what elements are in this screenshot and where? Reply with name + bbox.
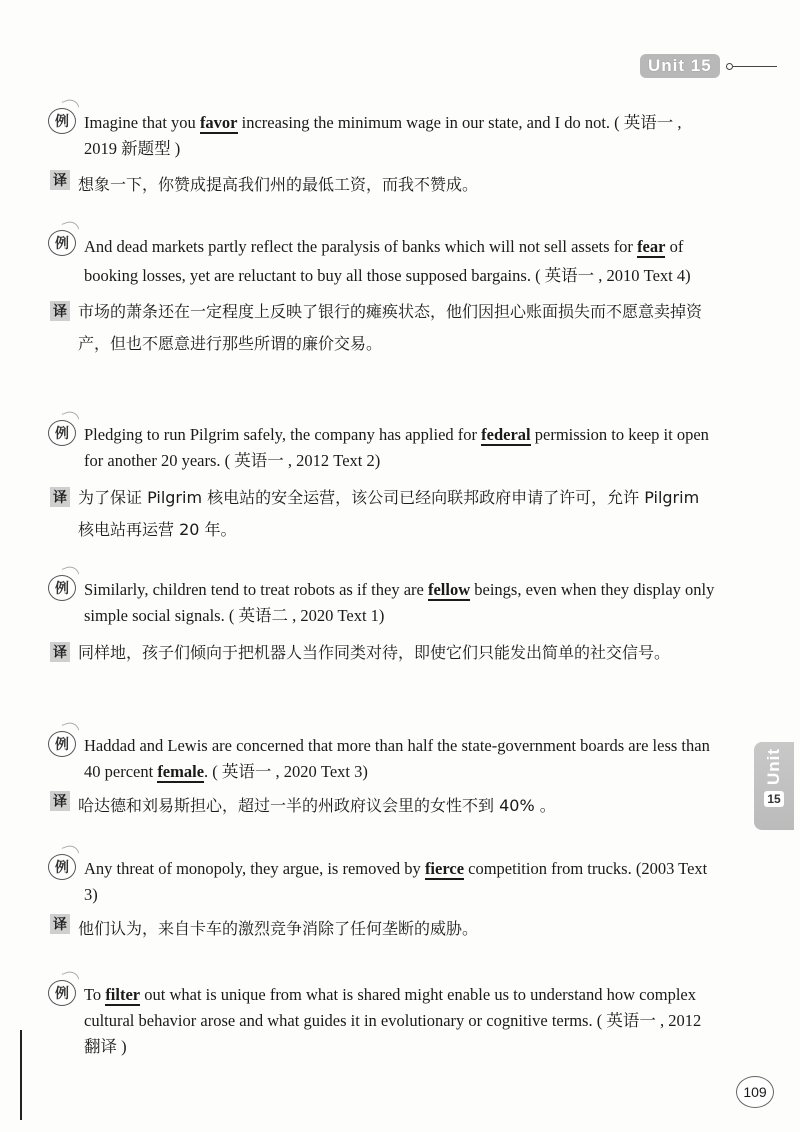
- sentence-text: . ( 英语一 , 2020 Text 3): [204, 762, 368, 781]
- side-tab-number: 15: [764, 791, 783, 807]
- example-sentence: [48, 232, 718, 290]
- translation-row: [48, 296, 718, 360]
- translation-text: 同样地，孩子们倾向于把机器人当作同类对待，即使它们只能发出简单的社交信号。: [78, 643, 671, 662]
- translation-text: 哈达德和刘易斯担心，超过一半的州政府议会里的女性不到 40% 。: [78, 796, 556, 815]
- translation-icon: 译: [50, 642, 70, 662]
- margin-rule: [20, 1030, 22, 1120]
- example-icon: 例: [48, 575, 76, 601]
- translation-text: 想象一下，你赞成提高我们州的最低工资，而我不赞成。: [78, 175, 479, 194]
- sentence-text: beings, even when they display only simple social signals. ( 英语二 , 2020 Text 1): [84, 580, 715, 625]
- sentence-text: Haddad and Lewis are concerned that more than half the state-government boards are less than 40 percent: [84, 736, 710, 781]
- unit-header: [640, 54, 777, 78]
- example-icon: 例: [48, 854, 76, 880]
- example-entry: [48, 110, 718, 200]
- example-sentence: [48, 577, 718, 629]
- example-entry: [48, 856, 718, 944]
- example-entry: [48, 422, 718, 546]
- translation-row: [48, 791, 718, 821]
- keyword: favor: [199, 113, 238, 132]
- unit-label: Unit 15: [640, 54, 720, 78]
- sentence-text: out what is unique from what is shared might enable us to understand how complex cultural behavior arose and what guides it in evolutionary or cognitive terms. ( 英语一 , 2012 翻译 ): [84, 985, 702, 1056]
- translation-text: 市场的萧条还在一定程度上反映了银行的瘫痪状态，他们因担心账面损失而不愿意卖掉资产，但也不愿意进行那些所谓的廉价交易。: [78, 302, 703, 353]
- sentence-text: Similarly, children tend to treat robots as if they are: [84, 580, 428, 599]
- sentence-text: of booking losses, yet are reluctant to buy all those supposed bargains. ( 英语一 , 2010 Text 4): [84, 237, 691, 285]
- translation-icon: 译: [50, 487, 70, 507]
- translation-row: [48, 482, 718, 546]
- sentence-text: And dead markets partly reflect the paralysis of banks which will not sell assets for: [84, 237, 638, 256]
- translation-row: [48, 637, 718, 669]
- sentence-text: Any threat of monopoly, they argue, is removed by: [84, 859, 425, 878]
- example-entry: [48, 982, 718, 1060]
- header-rule: [726, 63, 777, 70]
- example-icon: 例: [48, 420, 76, 446]
- sentence-text: Pledging to run Pilgrim safely, the company has applied for: [84, 425, 482, 444]
- translation-row: [48, 170, 718, 200]
- side-unit-tab: [754, 742, 794, 830]
- example-entry: [48, 577, 718, 669]
- example-sentence: [48, 422, 718, 474]
- keyword: fierce: [424, 859, 465, 878]
- example-sentence: [48, 110, 718, 162]
- sentence-text: increasing the minimum wage in our state, and I do not. ( 英语一 , 2019 新题型 ): [84, 113, 682, 158]
- translation-icon: 译: [50, 170, 70, 190]
- sentence-text: Imagine that you: [84, 113, 200, 132]
- keyword: fear: [637, 237, 666, 256]
- example-sentence: [48, 856, 718, 908]
- page-number: 109: [736, 1076, 774, 1108]
- keyword: female: [157, 762, 205, 781]
- translation-text: 他们认为，来自卡车的激烈竞争消除了任何垄断的威胁。: [78, 919, 479, 938]
- sentence-text: competition from trucks. (2003 Text 3): [84, 859, 708, 904]
- side-tab-word: Unit: [764, 748, 783, 786]
- example-sentence: [48, 733, 718, 785]
- example-icon: 例: [48, 980, 76, 1006]
- translation-text: 为了保证 Pilgrim 核电站的安全运营，该公司已经向联邦政府申请了许可，允许 Pilgrim 核电站再运营 20 年。: [78, 488, 700, 539]
- example-icon: 例: [48, 731, 76, 757]
- sentence-text: To: [84, 985, 106, 1004]
- example-sentence: [48, 982, 718, 1060]
- keyword: filter: [105, 985, 141, 1004]
- sentence-text: permission to keep it open for another 20 years. ( 英语一 , 2012 Text 2): [84, 425, 709, 470]
- example-entry: [48, 733, 718, 821]
- example-icon: 例: [48, 230, 76, 256]
- keyword: federal: [481, 425, 531, 444]
- translation-row: [48, 914, 718, 944]
- example-icon: 例: [48, 108, 76, 134]
- translation-icon: 译: [50, 301, 70, 321]
- translation-icon: 译: [50, 914, 70, 934]
- translation-icon: 译: [50, 791, 70, 811]
- keyword: fellow: [427, 580, 471, 599]
- example-entry: [48, 232, 718, 360]
